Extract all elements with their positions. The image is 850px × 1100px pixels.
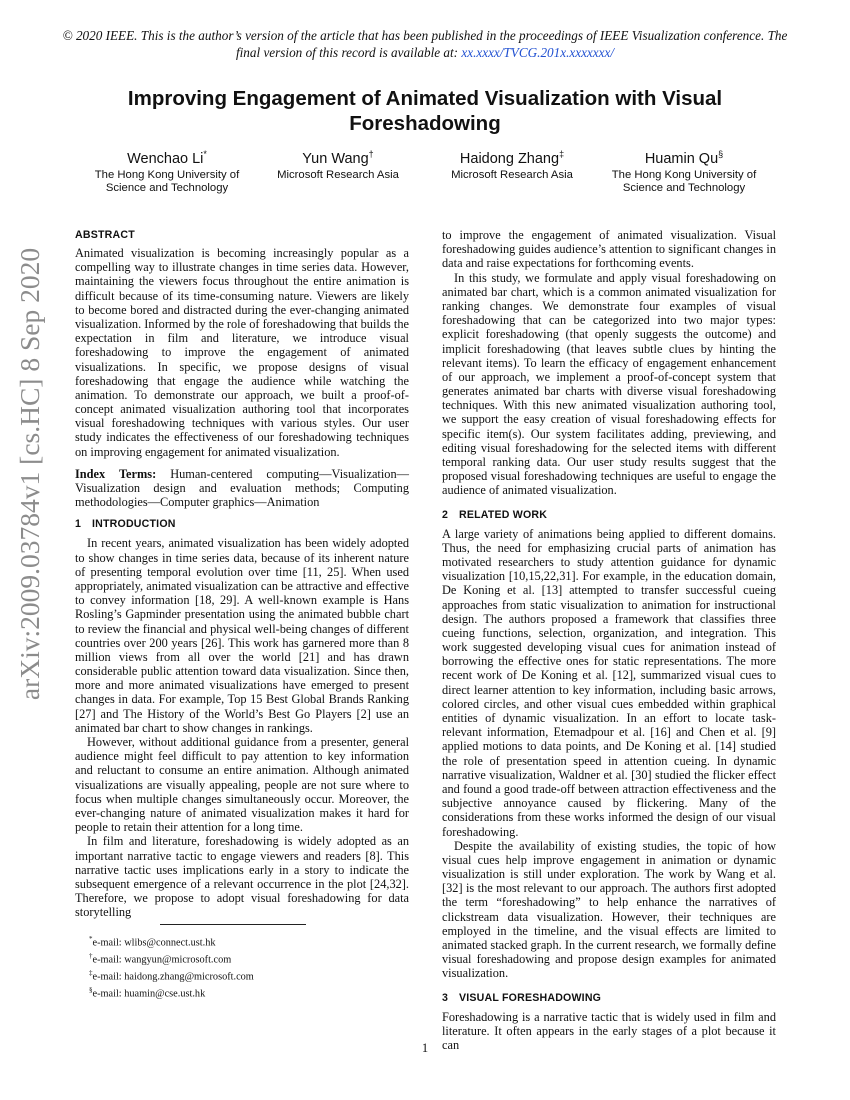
footnote-text: e-mail: wlibs@connect.ust.hk bbox=[92, 937, 216, 949]
section-title: INTRODUCTION bbox=[92, 518, 176, 531]
copyright-notice bbox=[60, 27, 790, 61]
copyright-text: © 2020 IEEE. This is the author’s version of the article that has been published in the proceedings of IEEE Visualization conference. The final version of this record is available at: bbox=[62, 28, 788, 60]
footnote-mark: * bbox=[89, 935, 93, 944]
section-heading-related-work bbox=[442, 508, 776, 522]
author-mark: * bbox=[203, 149, 207, 159]
arxiv-stamp-text: arXiv:2009.03784v1 [cs.HC] 8 Sep 2020 bbox=[14, 247, 45, 701]
section-title: VISUAL FORESHADOWING bbox=[459, 991, 602, 1004]
page-number: 1 bbox=[421, 1041, 429, 1055]
author-affiliation: The Hong Kong University of Science and Technology bbox=[611, 168, 757, 195]
footnote-text: e-mail: haidong.zhang@microsoft.com bbox=[92, 971, 254, 983]
author-affiliation: Microsoft Research Asia bbox=[277, 168, 399, 181]
footnote-email-4 bbox=[75, 984, 409, 1001]
section-number: 2 bbox=[442, 508, 449, 521]
section-number: 1 bbox=[75, 518, 82, 531]
footnote-text: e-mail: wangyun@microsoft.com bbox=[92, 954, 232, 966]
section-heading-visual-foreshadowing bbox=[442, 991, 776, 1005]
related-paragraph-1: A large variety of animations being applied to different domains. Thus, the need for emphasizing crucial parts of animation has motivated researchers to study attention guidance for dynamic visualization [10,15,22,31]. For example, in the education domain, De Koning et al. [13] attempted to transfer successful cueing approaches from static visualization to animation for instructional design. The authors proposed a framework that classifies three cueing functions, selection, organization, and integration. This work suggested developing visual cues for animation instead of borrowing the effective ones for static representations. The more recent work of De Koning et al. [12], summarized visual cues to direct learner attention to key information, including basic arrows, colored circles, and other visual cues embedded within graphical entities of dynamic visualization. In an effort to locate task-relevant information, Etemadpour et al. [16] and Chen et al. [9] applied motions to data points, and De Koning et al. [14] studied the role of presentation speed in attention cueing. In dynamic narrative visualization, Waldner et al. [30] studied the flicker effect and found a good trade-off between attraction effectiveness and the subjective annoyance caused by flickering. Many of the considerations from these works informed the design of our visual foreshadowing. bbox=[442, 526, 776, 839]
author-affiliation: Microsoft Research Asia bbox=[451, 168, 573, 181]
author-block bbox=[75, 146, 775, 194]
footnote-email-1 bbox=[75, 933, 409, 950]
footnote-rule bbox=[160, 924, 306, 925]
intro-paragraph-4: In this study, we formulate and apply visual foreshadowing on animated bar chart, which is a common animated visualization for ranking changes. We demonstrate four examples of visual foreshadowing that can be categorized into two major types: explicit foreshadowing (that openly suggests the outcome) and implicit foreshadowing (that leaves subtle clues by hinting the relevant items). To learn the efficacy of engagement enhancement of our approach, we implement a proof-of-concept system that generates animated bar charts with diverse visual foreshadowing techniques. With this new animated visualization authoring tool, we support the easy creation of visual foreshadowing effects for specific item(s). Our system facilitates adding, previewing, and editing visual foreshadowing for the selected items with different temporal ranking data. Our user study results suggest that the proposed visual foreshadowing techniques are useful to engage the audience of animated visualization. bbox=[442, 270, 776, 498]
abstract-text: Animated visualization is becoming increasingly popular as a compelling way to illustrate changes in time series data. However, maintaining the viewers focus throughout the entire animation is difficult because of its time-consuming nature. Viewers are likely to become bored and distracted during the ever-changing animated visualization. Informed by the role of foreshadowing that builds the expectation in film and literature, we introduce visual foreshadowing to improve the engagement of animated visualizations. In specific, we propose designs of visual foreshadowing that engage the audience while watching the animation. To demonstrate our approach, we built a proof-of-concept animated visualization authoring tool that incorporates visual foreshadowing techniques with various styles. Our user study indicates the effectiveness of our foreshadowing techniques on improving engagement for animated visualization. bbox=[75, 246, 409, 459]
left-column bbox=[75, 228, 409, 1002]
footnote-text: e-mail: huamin@cse.ust.hk bbox=[92, 988, 206, 1000]
section-title: RELATED WORK bbox=[459, 508, 548, 521]
author-3 bbox=[420, 146, 604, 182]
author-mark: † bbox=[368, 149, 374, 159]
doi-link[interactable]: xx.xxxx/TVCG.201x.xxxxxxx/ bbox=[461, 45, 615, 60]
section-number: 3 bbox=[442, 991, 449, 1004]
author-affiliation: The Hong Kong University of Science and Technology bbox=[94, 168, 240, 195]
footnote-email-2 bbox=[75, 950, 409, 967]
footnote-mark: ‡ bbox=[89, 969, 93, 978]
author-footnotes bbox=[75, 924, 409, 1001]
author-name: Huamin Qu bbox=[644, 150, 719, 167]
visual-paragraph-1: Foreshadowing is a narrative tactic that is widely used in film and literature. It often appears in the early stages of a plot because it can bbox=[442, 1009, 776, 1052]
related-paragraph-2: Despite the availability of existing studies, the topic of how visual cues help improve engagement in animation or dynamic visualization is still under exploration. The work by Wang et al. [32] is the most relevant to our approach. The authors first adopted the term “foreshadowing” to help enhance the narratives of clickstream data visualization. However, their techniques are employed in the timeline, and the visual effects are limited to animated stacked graph. In the current research, we formally define visual foreshadowing and propose design examples for animated visualization. bbox=[442, 838, 776, 981]
right-column bbox=[442, 228, 776, 1052]
intro-paragraph-1: In recent years, animated visualization has been widely adopted to show changes in time series data, because of its inherent nature of presenting temporal evolution over time [11, 25]. When used appropriately, animated visualization can be attractive and effective to convey information [18, 29]. A well-known example is Hans Rosling’s Gapminder presentation using the animated bubble chart to review the financial and physical well-being changes of different countries over 200 years [26]. This work has garnered more than 8 million views from all over the world [21] and has drawn considerable public attention toward data visualization. Since then, more and more animated visualizations have emerged to present changes in data. For example, Top 15 Best Global Brands Ranking [27] and The History of the World’s Best Go Players [2] use an animated bar chart to show changes in rankings. bbox=[75, 536, 409, 735]
author-name: Haidong Zhang bbox=[459, 150, 560, 167]
author-name: Yun Wang bbox=[302, 150, 369, 167]
index-terms bbox=[75, 467, 409, 510]
author-4 bbox=[592, 146, 776, 196]
paper-title: Improving Engagement of Animated Visualization with Visual Foreshadowing bbox=[127, 87, 723, 135]
author-mark: § bbox=[718, 149, 724, 159]
index-terms-text: Human-centered computing—Visualization—Visualization design and evaluation methods; Computing methodologies—Computer graphics—Animation bbox=[75, 466, 409, 510]
intro-paragraph-3-continued: to improve the engagement of animated visualization. Visual foreshadowing guides audience’s attention to significant changes in data and raise expectations for forthcoming events. bbox=[442, 228, 776, 271]
footnote-mark: § bbox=[89, 986, 93, 995]
author-name: Wenchao Li bbox=[127, 150, 204, 167]
author-1 bbox=[75, 146, 259, 196]
author-2 bbox=[246, 146, 430, 182]
intro-paragraph-2: However, without additional guidance from a presenter, general audience might feel difficult to pay attention to key information and reluctant to consume an entire animation. Although animated visualizations are visually appealing, people are not sure where to focus when multiple changes simultaneously occur. Moreover, the ever-changing nature of animated visualization makes it hard for people to retain their attention for a long time. bbox=[75, 735, 409, 835]
author-mark: ‡ bbox=[559, 149, 565, 159]
index-terms-label: Index Terms: bbox=[75, 466, 157, 481]
footnote-email-3 bbox=[75, 967, 409, 984]
intro-paragraph-3: In film and literature, foreshadowing is widely adopted as an important narrative tactic to engage viewers and readers [8]. This narrative tactic uses implications early in a story to indicate the subsequent emergence of a relevant occurrence in the plot [24,32]. Therefore, we propose to adopt visual foreshadowing for data storytelling bbox=[75, 834, 409, 920]
abstract-heading: ABSTRACT bbox=[75, 229, 135, 241]
arxiv-stamp bbox=[10, 247, 50, 701]
footnote-mark: † bbox=[89, 952, 93, 961]
section-heading-introduction bbox=[75, 517, 409, 531]
